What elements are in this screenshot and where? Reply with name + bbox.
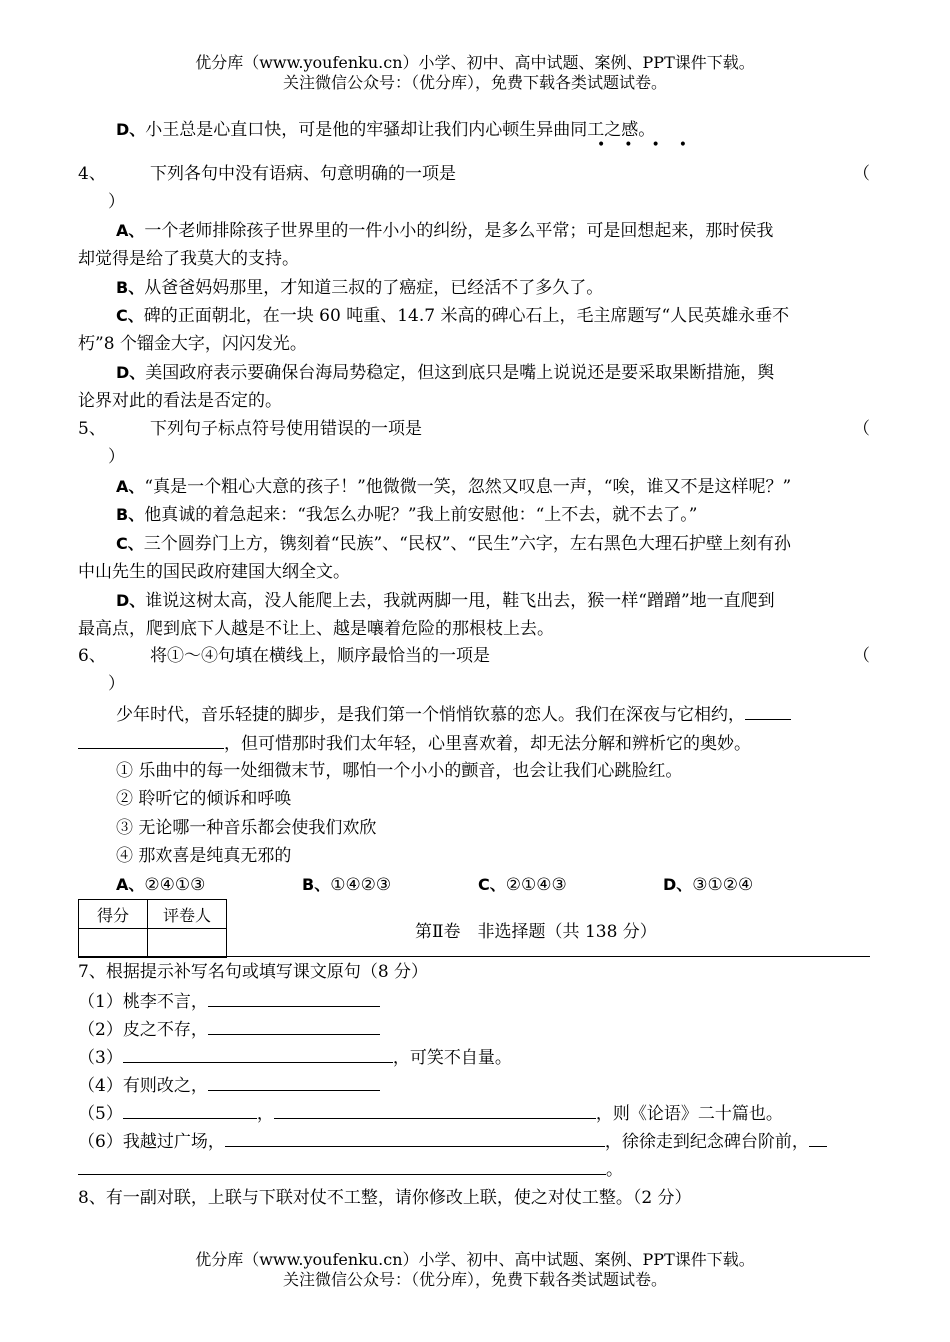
q7-item-6-cont — [78, 1158, 870, 1181]
option-text: ③①②④ — [692, 875, 754, 895]
option-letter: A、 — [116, 477, 145, 496]
fill-blank[interactable] — [78, 732, 224, 749]
answer-paren-close: ） — [108, 192, 125, 212]
question-text: 下列各句中没有语病、句意明确的一项是 — [150, 164, 456, 184]
q7-item-2 — [78, 1018, 870, 1041]
section-divider — [78, 956, 870, 957]
q6-stem — [78, 645, 870, 667]
q4-option-b — [78, 277, 870, 299]
option-text: “真是一个粗心大意的孩子！”他微微一笑，忽然又叹息一声，“唉，谁又不是这样呢？” — [144, 477, 792, 497]
q6-item-2: ② 聆听它的倾诉和呼唤 — [116, 789, 292, 809]
q6-option-c — [478, 874, 567, 896]
passage-text: ，但可惜那时我们太年轻，心里喜欢着，却无法分解和辨析它的奥妙。 — [224, 734, 751, 754]
option-text: 从爸爸妈妈那里，才知道三叔的了癌症，已经活不了多久了。 — [144, 278, 604, 298]
q8-stem: 8、有一副对联，上联与下联对仗不工整，请你修改上联，使之对仗工整。（2 分） — [78, 1188, 692, 1208]
item-text: （3） — [78, 1048, 123, 1068]
section-2-title: 第Ⅱ卷 非选择题（共 138 分） — [415, 922, 657, 942]
answer-paren-close: ） — [108, 447, 125, 467]
option-letter: C、 — [116, 306, 144, 325]
answer-paren-close: ） — [108, 674, 125, 694]
grader-header: 评卷人 — [148, 900, 227, 929]
q6-item-1: ① 乐曲中的每一处细微末节，哪怕一个小小的颤音，也会让我们心跳脸红。 — [116, 761, 683, 781]
fill-blank[interactable] — [78, 1158, 606, 1175]
item-text: （2）皮之不存， — [78, 1020, 208, 1040]
q5-option-a — [78, 476, 870, 498]
q5-stem — [78, 418, 870, 440]
item-text: （6）我越过广场， — [78, 1132, 225, 1152]
footer-line-2: 关注微信公众号：（优分库），免费下载各类试题试卷。 — [282, 1270, 667, 1289]
item-text: （5） — [78, 1104, 123, 1124]
fill-blank[interactable] — [745, 703, 791, 720]
fill-blank[interactable] — [123, 1102, 257, 1119]
q4-option-a-cont: 却觉得是给了我莫大的支持。 — [78, 249, 299, 269]
question-text: 将①～④句填在横线上，顺序最恰当的一项是 — [150, 646, 490, 666]
option-text: ②④①③ — [144, 875, 206, 895]
question-text: 下列句子标点符号使用错误的一项是 — [150, 419, 422, 439]
option-text: 谁说这树太高，没人能爬上去，我就两脚一甩，鞋飞出去，猴一样“蹭蹭”地一直爬到 — [145, 591, 775, 611]
score-header: 得分 — [79, 900, 148, 929]
option-text: 三个圆券门上方，镌刻着“民族”、“民权”、“民生”六字，左右黑色大理石护壁上刻有孙 — [143, 534, 791, 554]
q7-item-1 — [78, 990, 870, 1013]
score-cell[interactable] — [79, 929, 148, 958]
q6-option-a — [116, 874, 205, 896]
q5-option-d — [78, 590, 870, 612]
answer-paren-open: （ — [853, 164, 870, 184]
option-letter: C、 — [478, 875, 506, 894]
q4-option-d-cont: 论界对此的看法是否定的。 — [78, 391, 282, 411]
q7-item-5 — [78, 1102, 870, 1125]
question-number: 4、 — [78, 164, 106, 184]
q6-item-3: ③ 无论哪一种音乐都会使我们欢欣 — [116, 818, 377, 838]
q4-stem — [78, 163, 870, 185]
q7-item-3 — [78, 1046, 870, 1069]
fill-blank[interactable] — [208, 990, 380, 1007]
option-text: 一个老师排除孩子世界里的一件小小的纠纷，是多么平常；可是回想起来，那时侯我 — [144, 221, 774, 241]
q5-option-b — [78, 504, 870, 526]
answer-paren-open: （ — [853, 419, 870, 439]
q6-passage-line-2 — [78, 732, 870, 755]
q4-option-a — [78, 220, 870, 242]
header-line-2: 关注微信公众号：（优分库），免费下载各类试题试卷。 — [282, 73, 667, 92]
option-letter: A、 — [116, 875, 145, 894]
score-table — [78, 899, 227, 958]
option-text: ①④②③ — [330, 875, 392, 895]
q5-option-d-cont: 最高点，爬到底下人越是不让上、越是嚷着危险的那根枝上去。 — [78, 619, 554, 639]
question-number: 6、 — [78, 646, 106, 666]
fill-blank[interactable] — [208, 1074, 380, 1091]
item-text: ，则《论语》二十篇也。 — [595, 1104, 783, 1124]
fill-blank[interactable] — [123, 1046, 393, 1063]
option-text: 他真诚的着急起来：“我怎么办呢？”我上前安慰他：“上不去，就不去了。” — [144, 505, 698, 525]
q4-option-d — [78, 362, 870, 384]
q6-option-d — [663, 874, 753, 896]
item-text: ，徐徐走到纪念碑台阶前， — [604, 1132, 809, 1152]
option-text: 小王总是心直口快，可是他的牢骚却让我们内心顿生异曲同工之感。 — [145, 120, 656, 140]
header-line-1: 优分库（www.youfenku.cn）小学、初中、高中试题、案例、PPT课件下载。 — [195, 53, 755, 72]
q7-title: 7、根据提示补写名句或填写课文原句（8 分） — [78, 962, 429, 982]
option-letter: D、 — [663, 875, 693, 894]
q5-option-c — [78, 533, 870, 555]
item-text: （1）桃李不言， — [78, 992, 208, 1012]
item-text: ，可笑不自量。 — [392, 1048, 512, 1068]
fill-blank[interactable] — [809, 1130, 827, 1147]
q5-option-c-cont: 中山先生的国民政府建国大纲全文。 — [78, 562, 350, 582]
option-letter: B、 — [116, 505, 145, 524]
item-text: 。 — [606, 1160, 623, 1180]
option-letter: A、 — [116, 221, 145, 240]
passage-text: 少年时代，音乐轻捷的脚步，是我们第一个悄悄钦慕的恋人。我们在深夜与它相约， — [116, 705, 745, 725]
option-letter: D、 — [116, 120, 146, 139]
q3-option-d — [78, 119, 870, 141]
option-text: 碑的正面朝北，在一块 60 吨重、14.7 米高的碑心石上，毛主席题写“人民英雄永垂不 — [143, 306, 790, 326]
option-text: ②①④③ — [505, 875, 567, 895]
q6-passage-line-1 — [78, 703, 870, 726]
option-letter: D、 — [116, 591, 146, 610]
answer-paren-open: （ — [853, 646, 870, 666]
option-letter: C、 — [116, 534, 144, 553]
item-text: （4）有则改之， — [78, 1076, 208, 1096]
q7-item-4 — [78, 1074, 870, 1097]
item-text: ， — [256, 1104, 274, 1124]
emphasis-dots: •••• — [597, 137, 707, 153]
q6-item-4: ④ 那欢喜是纯真无邪的 — [116, 846, 292, 866]
q7-item-6 — [78, 1130, 870, 1153]
footer-line-1: 优分库（www.youfenku.cn）小学、初中、高中试题、案例、PPT课件下载。 — [195, 1250, 755, 1269]
fill-blank[interactable] — [225, 1130, 605, 1147]
option-letter: B、 — [302, 875, 331, 894]
question-number: 5、 — [78, 419, 106, 439]
fill-blank[interactable] — [274, 1102, 596, 1119]
option-letter: D、 — [116, 363, 146, 382]
option-letter: B、 — [116, 278, 145, 297]
option-text: 美国政府表示要确保台海局势稳定，但这到底只是嘴上说说还是要采取果断措施，舆 — [145, 363, 775, 383]
q6-option-b — [302, 874, 391, 896]
fill-blank[interactable] — [208, 1018, 380, 1035]
q4-option-c — [78, 305, 870, 327]
q4-option-c-cont: 朽”8 个镏金大字，闪闪发光。 — [78, 334, 307, 354]
grader-cell[interactable] — [148, 929, 227, 958]
